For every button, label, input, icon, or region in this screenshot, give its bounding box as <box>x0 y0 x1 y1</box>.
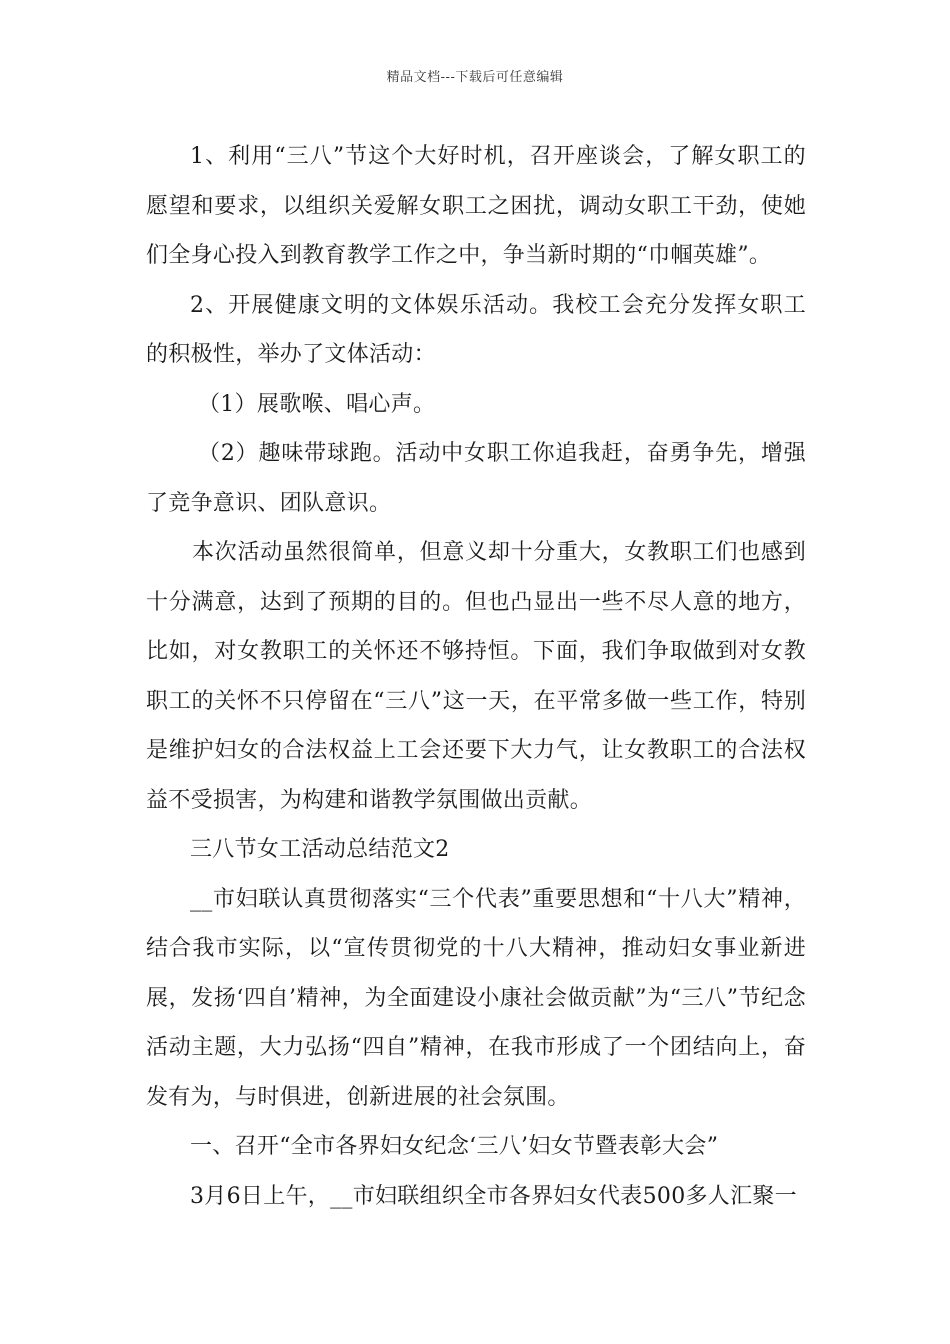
paragraph-3: （1）展歌喉、唱心声。 <box>198 391 436 417</box>
paragraph-5: 本次活动虽然很简单，但意义却十分重大，女教职工们也感到十分满意，达到了预期的目的。但也凸显出一些不尽人意的地方，比如，对女教职工的关怀还不够持恒。下面，我们争取做到对女教职工的关怀不只停留在“三八”这一天，在平常多做一些工作，特别是维护妇女的合法权益上工会还要下大力气，让女教职工的合法权益不受损害，为构建和谐教学氛围做出贡献。 <box>146 540 806 813</box>
page-header: 精品文档---下载后可任意编辑 <box>386 70 564 85</box>
document-body <box>146 132 806 1221</box>
paragraph-7: 3月6日上午，__市妇联组织全市各界妇女代表500多人汇聚一 <box>190 1183 797 1209</box>
section-title: 三八节女工活动总结范文2 <box>190 837 450 862</box>
subsection-heading: 一、召开“全市各界妇女纪念‘三八’妇女节暨表彰大会” <box>190 1134 719 1159</box>
paragraph-6: __市妇联认真贯彻落实“三个代表”重要思想和“十八大”精神，结合我市实际，以“宣传贯彻党的十八大精神，推动妇女事业新进展，发扬‘四自’精神，为全面建设小康社会做贡献”为“三八”节纪念活动主题，大力弘扬“四自”精神，在我市形成了一个团结向上，奋发有为，与时俱进，创新进展的社会氛围。 <box>146 886 806 1110</box>
paragraph-1: 1、利用“三八”节这个大好时机，召开座谈会，了解女职工的愿望和要求，以组织关爱解女职工之困扰，调动女职工干劲，使她们全身心投入到教育教学工作之中，争当新时期的“巾帼英雄”。 <box>146 144 806 268</box>
paragraph-2: 2、开展健康文明的文体娱乐活动。我校工会充分发挥女职工的积极性，举办了文体活动： <box>146 292 806 367</box>
paragraph-4: （2）趣味带球跑。活动中女职工你追我赶，奋勇争先，增强了竞争意识、团队意识。 <box>146 441 806 516</box>
